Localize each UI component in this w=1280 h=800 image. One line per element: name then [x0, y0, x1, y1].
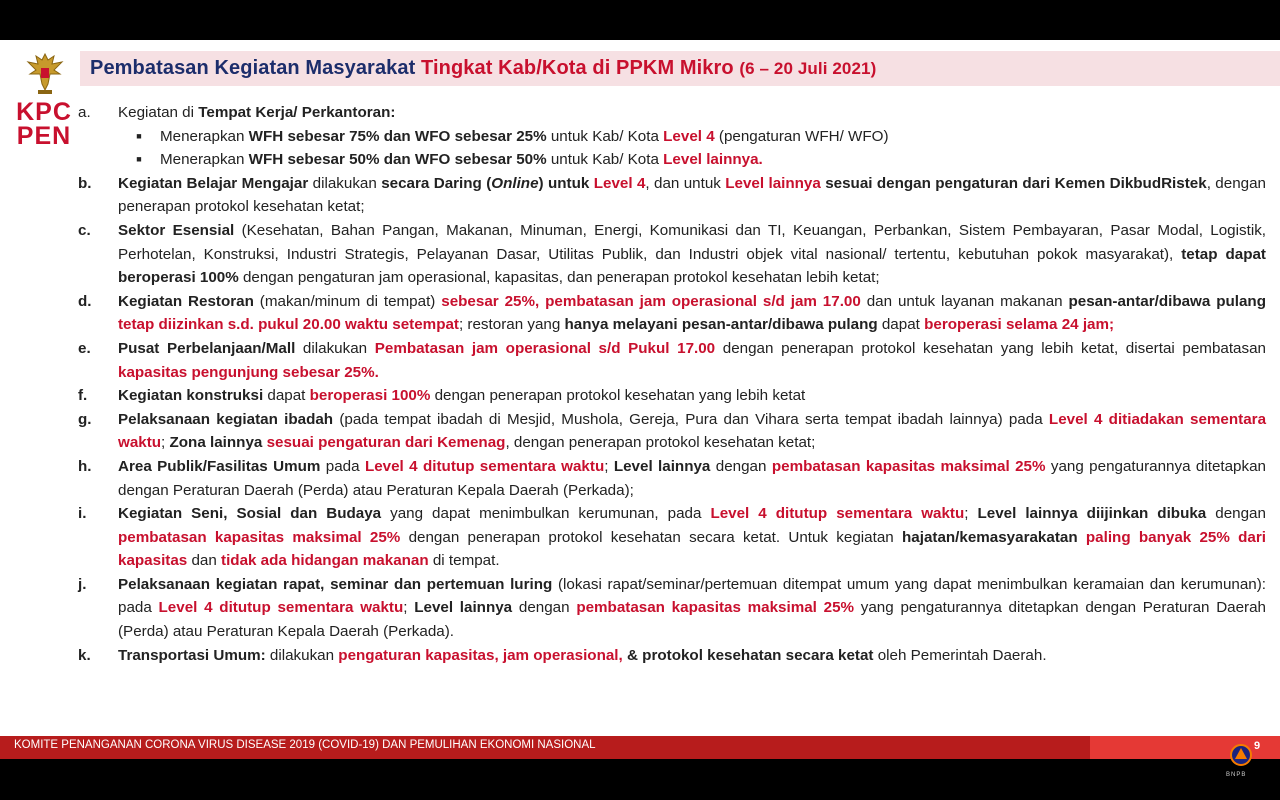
text-run: (lokasi rapat/seminar/pertemuan ditempat umum yang dapat menimbulkan keramaian dan kerumunan): pada: [118, 575, 1267, 617]
text-run: (pada tempat ibadah di Mesjid, Mushola, Gereja, Pura dan Vihara serta tempat ibadah lainnya) pada: [333, 410, 1049, 428]
logo-line-2: PEN: [16, 122, 72, 150]
text-run: pembatasan kapasitas maksimal 25%: [118, 528, 401, 546]
top-letterbox: [0, 0, 1280, 40]
text-run: ;: [403, 599, 415, 617]
text-run: hanya melayani pesan-antar/dibawa pulang: [564, 316, 878, 334]
item-label: e.: [78, 339, 91, 357]
item-spacer: [78, 148, 118, 172]
bullet-icon: ■: [136, 154, 142, 165]
item-text: [160, 148, 1266, 172]
item-text: [118, 172, 1266, 219]
text-run: ;: [604, 457, 614, 475]
list-item-g: [78, 408, 1266, 455]
text-run: pembatasan kapasitas maksimal 25%: [576, 599, 855, 617]
text-run: Area Publik/Fasilitas Umum: [118, 457, 321, 475]
text-run: , dan untuk: [645, 174, 726, 192]
text-run: (pengaturan WFH/ WFO): [714, 127, 889, 145]
item-label: d.: [78, 292, 92, 310]
text-run: Kegiatan Restoran: [118, 292, 254, 310]
text-run: Pelaksanaan kegiatan ibadah: [118, 410, 334, 428]
text-run: , dengan penerapan protokol kesehatan ketat;: [505, 434, 816, 452]
text-run: sebesar 25%, pembatasan jam operasional s/d jam 17.00: [441, 292, 861, 310]
text-run: Kegiatan Belajar Mengajar: [118, 174, 309, 192]
text-run: pada: [320, 457, 365, 475]
text-run: kapasitas pengunjung sebesar 25%.: [118, 363, 379, 381]
text-run: Kegiatan di: [118, 104, 199, 121]
list-item-j: [78, 573, 1266, 644]
text-run: dan untuk layanan makanan: [860, 292, 1069, 310]
item-text: [118, 337, 1266, 384]
item-text: [118, 408, 1266, 455]
list-item-h: [78, 455, 1266, 502]
text-run: , dengan penerapan protokol kesehatan ketat;: [118, 174, 1266, 216]
item-label: c.: [78, 221, 91, 239]
title-part-2: Tingkat Kab/Kota di PPKM Mikro: [421, 57, 734, 79]
text-run: Level 4: [593, 174, 646, 192]
list-item-k: [78, 644, 1266, 668]
text-run: Zona lainnya: [169, 434, 263, 452]
slide: [0, 40, 1280, 736]
list-item-b: [78, 172, 1266, 219]
list-item-e: [78, 337, 1266, 384]
item-spacer: [78, 125, 118, 149]
text-run: untuk Kab/ Kota: [546, 127, 664, 145]
text-run: dilakukan: [265, 646, 339, 664]
text-run: Level lainnya: [414, 599, 513, 617]
text-run: yang pengaturannya ditetapkan dengan Peraturan Daerah (Perda) atau Peraturan Kepala Daerah (Perkada);: [118, 457, 1266, 499]
item-text: [118, 502, 1266, 573]
title-part-1: Pembatasan Kegiatan Masyarakat: [90, 57, 416, 79]
kpcpen-logo: [16, 100, 72, 148]
item-label: f.: [78, 387, 88, 405]
text-run: dengan: [1206, 505, 1266, 523]
item-label: k.: [78, 646, 91, 664]
item-label: g.: [78, 410, 92, 428]
text-run: (Kesehatan, Bahan Pangan, Makanan, Minuman, Energi, Komunikasi dan TI, Keuangan, Perbankan, Sistem Pembayaran, Pasar Modal, Logistik, Perhotelan, Konstruksi, Industri Strategis, Pelayanan Dasar, Utilitas Publik, dan Industri objek vital nasional/ tertentu, kebutuhan pokok masyarakat),: [118, 221, 1267, 263]
text-run: Level 4 ditiadakan sementara waktu: [118, 410, 1267, 452]
text-run: Level lainnya.: [663, 151, 763, 169]
bullet-item: [78, 125, 1266, 149]
text-run: pesan-antar/dibawa pulang: [1068, 292, 1266, 310]
list-item-a: [78, 101, 1266, 125]
text-run: dapat: [263, 387, 310, 405]
text-run: dan: [187, 552, 222, 570]
title-date: (6 – 20 Juli 2021): [739, 59, 877, 78]
list-item-f: [78, 384, 1266, 408]
bottom-letterbox: [0, 759, 1280, 800]
text-run: paling banyak 25% dari kapasitas: [118, 528, 1267, 570]
text-run: Sektor Esensial: [118, 221, 235, 239]
item-label: h.: [78, 457, 92, 475]
bullet-icon: ■: [136, 130, 142, 141]
text-run: Level 4: [663, 127, 715, 145]
text-run: dilakukan: [308, 174, 382, 192]
text-run: dengan: [512, 599, 577, 617]
text-run: dilakukan: [295, 339, 375, 357]
list-item-c: [78, 219, 1266, 290]
item-label: j.: [78, 575, 87, 593]
text-run: yang dapat menimbulkan kerumunan, pada: [381, 505, 711, 523]
text-run: Menerapkan: [160, 151, 249, 169]
text-run: Transportasi Umum:: [118, 646, 266, 664]
text-run: tidak ada hidangan makanan: [221, 552, 429, 570]
bullet-item: [78, 148, 1266, 172]
bnpb-label: BNPB: [1226, 772, 1247, 778]
text-run: (makan/minum di tempat): [253, 292, 442, 310]
text-run: & protokol kesehatan secara ketat: [626, 646, 874, 664]
item-text: [118, 644, 1266, 668]
text-run: sesuai dengan pengaturan dari Kemen DikbudRistek: [820, 174, 1207, 192]
text-run: [1078, 529, 1086, 546]
item-label: i.: [78, 505, 87, 523]
text-run: beroperasi 100%: [309, 387, 431, 405]
text-run: secara Daring (: [381, 174, 492, 192]
item-label: a.: [78, 104, 91, 121]
text-run: Level lainnya: [725, 174, 821, 192]
text-run: ; restoran yang: [458, 316, 565, 334]
text-run: ) untuk: [538, 174, 594, 192]
list-item-d: [78, 290, 1266, 337]
page-title: [90, 57, 876, 80]
text-run: Pembatasan jam operasional s/d Pukul 17.00: [374, 339, 716, 357]
text-run: Tempat Kerja/ Perkantoran:: [198, 104, 396, 121]
text-run: di tempat.: [428, 552, 500, 570]
list-item-i: [78, 502, 1266, 573]
text-run: dengan: [710, 457, 772, 475]
item-text: [118, 290, 1266, 337]
text-run: ;: [161, 434, 170, 452]
item-label: b.: [78, 174, 92, 192]
page-number: 9: [1254, 740, 1261, 752]
item-text: [118, 101, 1266, 125]
logo-line-1: KPC: [16, 98, 72, 126]
text-run: yang pengaturannya ditetapkan dengan Peraturan Daerah (Perda) atau Peraturan Kepala Daerah (Perkada).: [118, 599, 1267, 641]
text-run: Level 4 ditutup sementara waktu: [364, 457, 605, 475]
item-text: [118, 384, 1266, 408]
text-run: hajatan/kemasyarakatan: [902, 528, 1078, 546]
text-run: dengan penerapan protokol kesehatan secara ketat. Untuk kegiatan: [400, 528, 902, 546]
garuda-emblem-icon: [24, 50, 66, 96]
text-run: Level 4 ditutup sementara waktu: [710, 505, 965, 523]
item-text: [118, 455, 1266, 502]
item-text: [118, 219, 1266, 290]
text-run: Menerapkan: [160, 127, 249, 145]
text-run: dapat: [877, 316, 925, 334]
text-run: Level 4 ditutup sementara waktu: [158, 599, 404, 617]
text-run: Level lainnya: [613, 457, 711, 475]
text-run: Level lainnya diijinkan dibuka: [977, 505, 1207, 523]
text-run: WFH sebesar 50% dan WFO sebesar 50%: [248, 151, 547, 169]
text-run: dengan penerapan protokol kesehatan yang lebih ketat, disertai pembatasan: [715, 339, 1266, 357]
text-run: sesuai pengaturan dari Kemenag: [266, 434, 506, 452]
text-run: Pusat Perbelanjaan/Mall: [118, 339, 296, 357]
text-run: Kegiatan konstruksi: [118, 387, 264, 405]
text-run: pengaturan kapasitas, jam operasional,: [338, 646, 623, 664]
item-text: [160, 125, 1266, 149]
text-run: ;: [964, 505, 978, 523]
text-run: dengan pengaturan jam operasional, kapasitas, dan penerapan protokol kesehatan lebih ketat;: [238, 269, 880, 287]
item-text: [118, 573, 1266, 644]
text-run: WFH sebesar 75% dan WFO sebesar 25%: [248, 127, 547, 145]
text-run: Kegiatan Seni, Sosial dan Budaya: [118, 505, 382, 523]
text-run: tetap diizinkan s.d. pukul 20.00 waktu setempat: [118, 316, 459, 334]
text-run: dengan penerapan protokol kesehatan yang lebih ketat: [430, 387, 806, 405]
text-run: pembatasan kapasitas maksimal 25%: [771, 457, 1046, 475]
text-run: tetap dapat beroperasi 100%: [118, 245, 1266, 287]
text-run: oleh Pemerintah Daerah.: [873, 646, 1047, 664]
text-run: beroperasi selama 24 jam;: [924, 316, 1115, 334]
text-run: Online: [491, 174, 539, 192]
regulation-list: [78, 101, 1266, 667]
text-run: Pelaksanaan kegiatan rapat, seminar dan pertemuan luring: [118, 575, 553, 593]
text-run: untuk Kab/ Kota: [546, 151, 664, 169]
footer-text: KOMITE PENANGANAN CORONA VIRUS DISEASE 2019 (COVID-19) DAN PEMULIHAN EKONOMI NASIONAL: [14, 739, 596, 751]
